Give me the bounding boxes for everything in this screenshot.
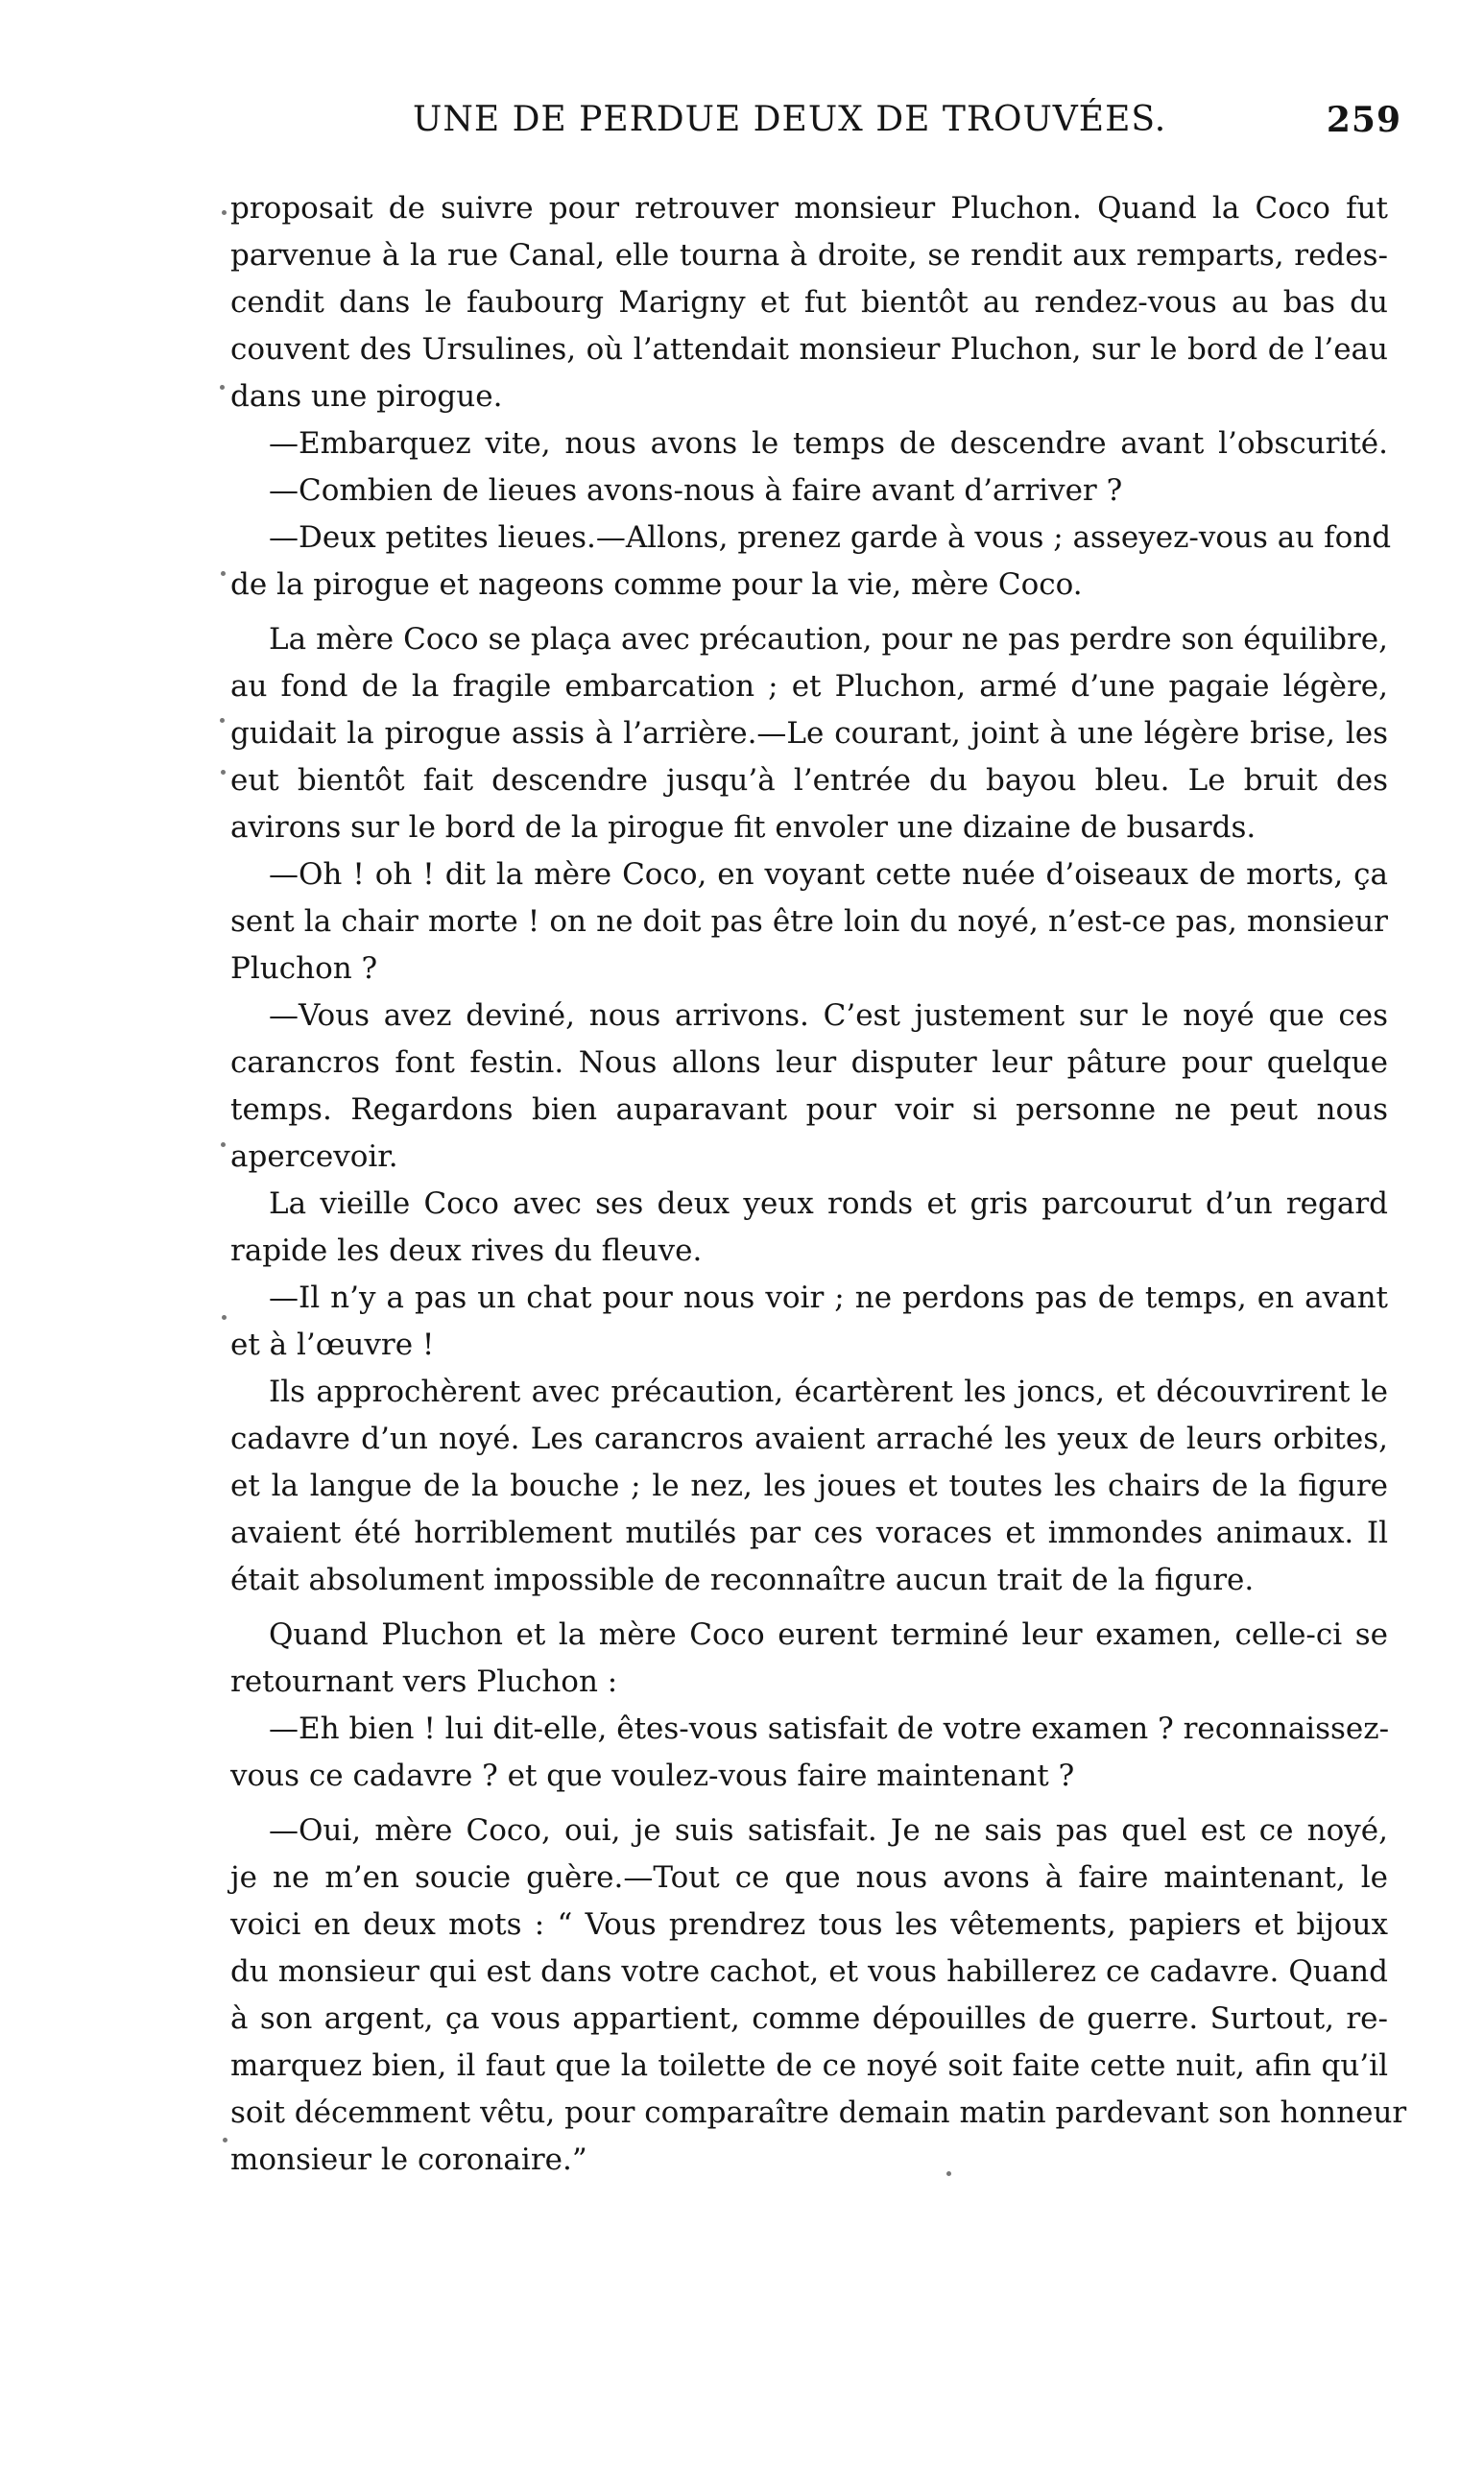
text-line: vous ce cadavre ? et que voulez-vous faire maintenant ? [230,1759,1075,1793]
text-line: à son argent, ça vous appartient, comme dépouilles de guerre. Surtout, re- [230,2001,1388,2036]
scan-speck [221,571,226,576]
text-line: Quand Pluchon et la mère Coco eurent terminé leur examen, celle-ci se [269,1617,1388,1652]
scan-speck [222,210,227,215]
text-line: du monsieur qui est dans votre cachot, et vous habillerez ce cadavre. Quand [230,1954,1388,1989]
text-line: cadavre d’un noyé. Les carancros avaient arraché les yeux de leurs orbites, [230,1422,1388,1456]
text-line: La vieille Coco avec ses deux yeux ronds et gris parcourut d’un regard [269,1186,1388,1221]
text-line: Pluchon ? [230,951,378,986]
text-line: —Embarquez vite, nous avons le temps de descendre avant l’obscurité. [269,426,1388,461]
scan-speck [221,1142,226,1147]
text-line: —Eh bien ! lui dit-elle, êtes-vous satisfait de votre examen ? reconnaissez- [269,1711,1390,1746]
text-line: couvent des Ursulines, où l’attendait monsieur Pluchon, sur le bord de l’eau [230,332,1388,367]
text-line: dans une pirogue. [230,379,503,414]
text-line: parvenue à la rue Canal, elle tourna à droite, se rendit aux remparts, redes- [230,238,1388,273]
text-line: Ils approchèrent avec précaution, écartèrent les joncs, et découvrirent le [269,1375,1388,1409]
text-line: carancros font festin. Nous allons leur disputer leur pâture pour quelque [230,1045,1388,1080]
text-line: sent la chair morte ! on ne doit pas être loin du noyé, n’est-ce pas, monsieur [230,904,1388,939]
text-line: proposait de suivre pour retrouver monsieur Pluchon. Quand la Coco fut [230,191,1388,226]
text-line: —Oui, mère Coco, oui, je suis satisfait. Je ne sais pas quel est ce noyé, [269,1813,1388,1848]
text-line: soit décemment vêtu, pour comparaître demain matin pardevant son honneur [230,2095,1407,2130]
text-line: —Deux petites lieues.—Allons, prenez garde à vous ; asseyez-vous au fond [269,520,1392,555]
text-line: avaient été horriblement mutilés par ces voraces et immondes animaux. Il [230,1516,1388,1550]
text-line: —Il n’y a pas un chat pour nous voir ; ne perdons pas de temps, en avant [269,1280,1388,1315]
body-text [230,185,1407,2184]
text-line: cendit dans le faubourg Marigny et fut bientôt au rendez-vous au bas du [230,285,1388,320]
scan-speck [222,1315,227,1320]
text-line: et la langue de la bouche ; le nez, les joues et toutes les chairs de la figure [230,1469,1388,1503]
scan-speck [220,385,225,390]
text-line: eut bientôt fait descendre jusqu’à l’entrée du bayou bleu. Le bruit des [230,763,1388,798]
text-line: marquez bien, il faut que la toilette de ce noyé soit faite cette nuit, afin qu’il [230,2048,1388,2083]
page-header [413,100,1401,146]
text-line: rapide les deux rives du fleuve. [230,1233,703,1268]
scan-speck [221,770,226,775]
text-line: voici en deux mots : “ Vous prendrez tous les vêtements, papiers et bijoux [230,1907,1388,1942]
text-line: monsieur le coronaire.” [230,2142,587,2177]
scan-speck [223,2138,227,2142]
text-line: La mère Coco se plaça avec précaution, pour ne pas perdre son équilibre, [269,622,1388,657]
scan-speck [220,718,225,723]
text-line: de la pirogue et nageons comme pour la vie, mère Coco. [230,567,1083,602]
text-line: apercevoir. [230,1139,398,1174]
text-line: —Combien de lieues avons-nous à faire avant d’arriver ? [269,473,1123,508]
text-line: —Vous avez deviné, nous arrivons. C’est justement sur le noyé que ces [269,998,1388,1033]
scan-speck [946,2171,951,2176]
page-number: 259 [1326,100,1401,140]
text-line: je ne m’en soucie guère.—Tout ce que nous avons à faire maintenant, le [230,1860,1388,1895]
text-line: avirons sur le bord de la pirogue fit envoler une dizaine de busards. [230,810,1257,845]
text-line: retournant vers Pluchon : [230,1664,618,1699]
text-line: au fond de la fragile embarcation ; et Pluchon, armé d’une pagaie légère, [230,669,1388,704]
text-line: était absolument impossible de reconnaître aucun trait de la figure. [230,1563,1255,1597]
text-line: temps. Regardons bien auparavant pour voir si personne ne peut nous [230,1092,1388,1127]
text-line: —Oh ! oh ! dit la mère Coco, en voyant cette nuée d’oiseaux de morts, ça [269,857,1388,892]
text-line: et à l’œuvre ! [230,1328,435,1362]
running-title: UNE DE PERDUE DEUX DE TROUVÉES. [413,100,1167,139]
text-line: guidait la pirogue assis à l’arrière.—Le courant, joint à une légère brise, les [230,716,1388,751]
